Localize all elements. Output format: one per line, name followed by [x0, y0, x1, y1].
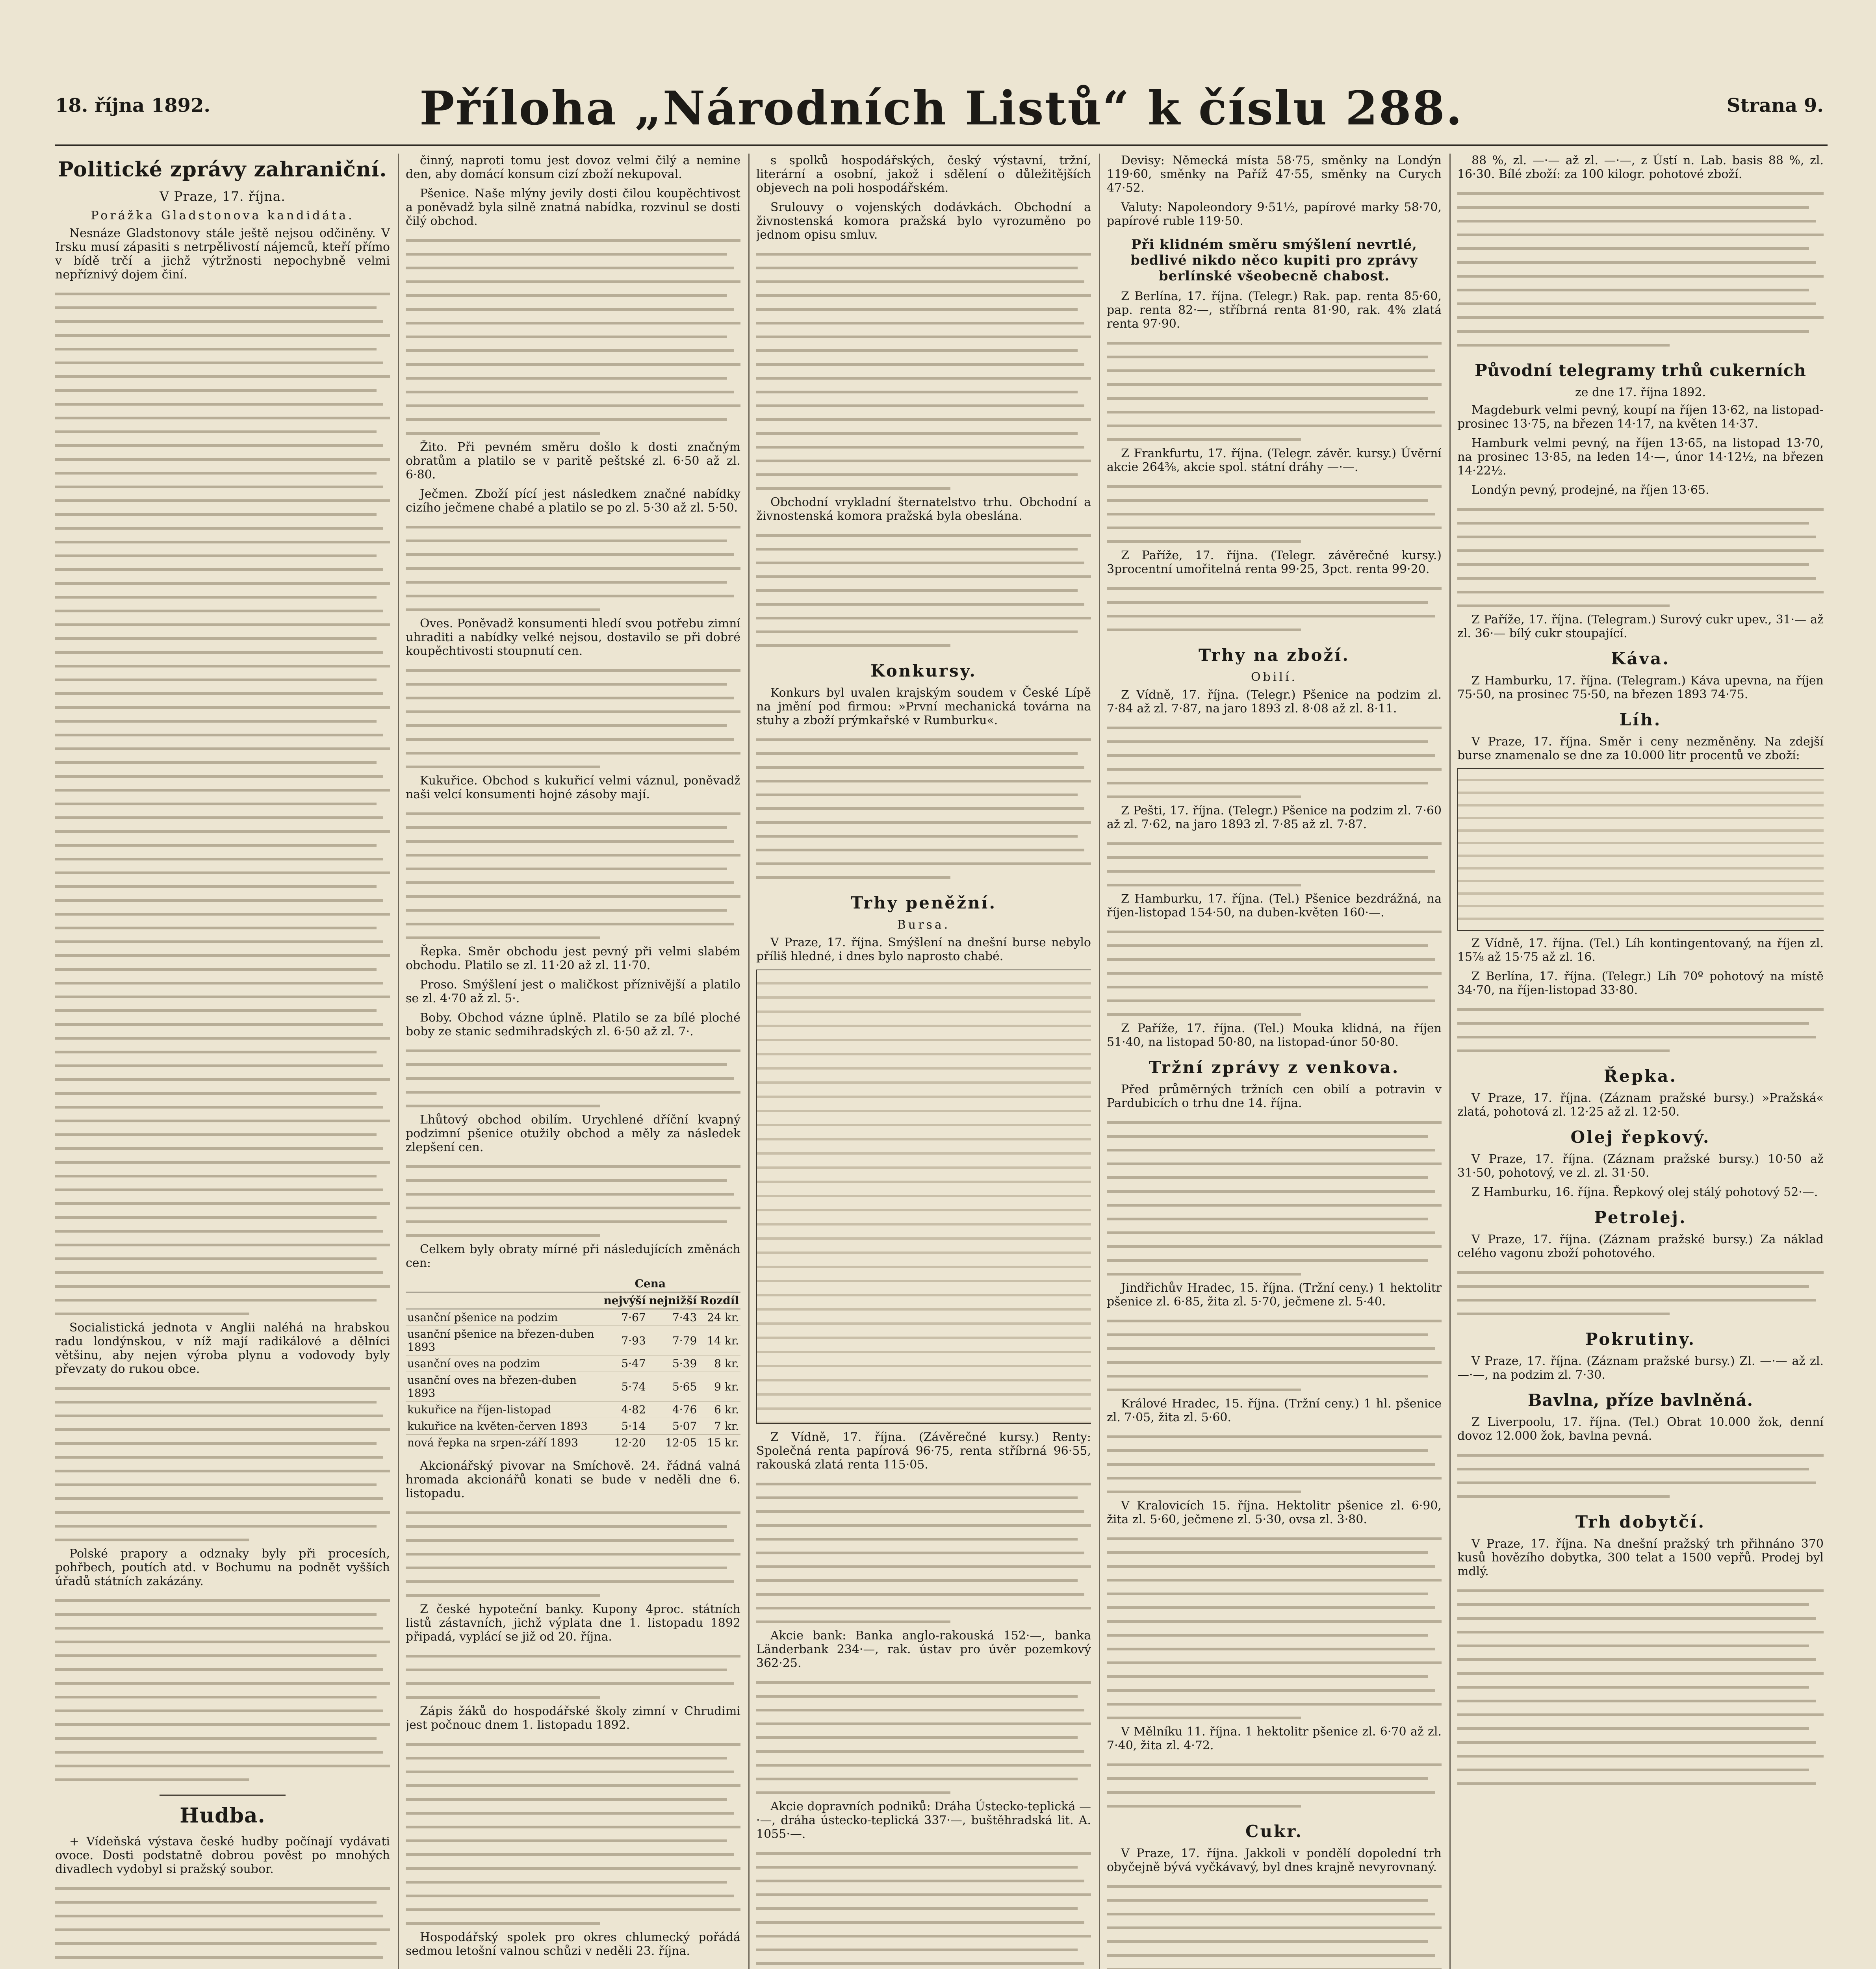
table-cell: 7·79	[648, 1326, 699, 1355]
table-cell: 5·65	[648, 1372, 699, 1402]
text-block	[1107, 1116, 1442, 1281]
text-block	[756, 1676, 1091, 1800]
section-heading: Trhy na zboží.	[1199, 645, 1350, 665]
text-block	[1107, 925, 1442, 1022]
masthead	[55, 81, 1828, 146]
article-paragraph: Žito. Při pevném směru došlo k dosti značným obratům a platilo se v paritě peštské zl. 6·50 až zl. 6·80.	[406, 440, 740, 482]
article-paragraph: Akcionářský pivovar na Smíchově. 24. řádná valná hromada akcionářů konati se bude v neděli dne 6. listopadu.	[406, 1459, 740, 1500]
column-2	[406, 154, 740, 1969]
section-heading: Olej řepkový.	[1570, 1127, 1711, 1147]
table-cell: 5·14	[602, 1418, 647, 1435]
table-header: Rozdíl	[698, 1292, 740, 1309]
subsection-heading: ze dne 17. října 1892.	[1575, 386, 1706, 399]
article-paragraph: Socialistická jednota v Anglii naléhá na hrabskou radu londýnskou, v níž mají radikálové a dělníci většinu, aby nejen výroba plynu a vodovody byly převzaty do rukou obce.	[55, 1321, 390, 1376]
text-block	[406, 1737, 740, 1930]
text-block	[1107, 1532, 1442, 1725]
column-3	[756, 154, 1091, 1969]
table-cell: 24 kr.	[698, 1309, 740, 1326]
table-group-header: Cena	[602, 1276, 698, 1292]
text-block	[406, 234, 740, 440]
section-heading: Trhy peněžní.	[850, 893, 997, 912]
column-5	[1457, 154, 1824, 1969]
section-heading: Pokrutiny.	[1585, 1329, 1696, 1349]
text-block	[406, 1649, 740, 1704]
table-header	[698, 1276, 740, 1292]
table-header: nejnižší	[648, 1292, 699, 1309]
text-block	[1457, 502, 1824, 613]
article-paragraph: V Praze, 17. října. Na dnešní pražský trh přihnáno 370 kusů hovězího dobytka, 300 telat a 1500 vepřů. Prodej byl mdlý.	[1457, 1537, 1824, 1578]
table-cell: 12·05	[648, 1435, 699, 1451]
text-block	[1107, 480, 1442, 549]
text-block	[55, 287, 390, 1321]
table-header	[406, 1292, 602, 1309]
stock-quotation-table	[756, 970, 1091, 1424]
subsection-heading: Obilí.	[1251, 670, 1298, 684]
article-paragraph: Řepka. Směr obchodu jest pevný při velmi slabém obchodu. Platilo se zl. 11·20 až zl. 11·70.	[406, 945, 740, 972]
article-paragraph: Před průměrných tržních cen obilí a potravin v Pardubicích o trhu dne 14. října.	[1107, 1083, 1442, 1110]
article-paragraph: Akcie dopravních podniků: Dráha Ústecko-teplická —·—, dráha ústecko-teplická 337·—, buštěhradská lit. A. 1055·—.	[756, 1800, 1091, 1841]
article-paragraph: Z Liverpoolu, 17. října. (Tel.) Obrat 10.000 žok, denní dovoz 12.000 žok, bavlna pevná.	[1457, 1415, 1824, 1443]
table-cell: 5·47	[602, 1355, 647, 1372]
issue-date: 18. října 1892.	[55, 95, 211, 117]
table-cell: usanční pšenice na březen-duben 1893	[406, 1326, 602, 1355]
table-row	[406, 1326, 740, 1355]
section-heading: Původní telegramy trhů cukerních	[1475, 361, 1806, 380]
text-block	[1457, 1003, 1824, 1058]
text-block	[756, 247, 1091, 495]
text-block	[756, 528, 1091, 653]
section-heading: Při klidném směru smýšlení nevrtlé, bedlivé nikdo něco kupiti pro zprávy berlínské všeobecně chabost.	[1130, 237, 1418, 284]
text-block	[1457, 1266, 1824, 1321]
table-row	[406, 1372, 740, 1402]
article-paragraph: 88 %, zl. —·— až zl. —·—, z Ústí n. Lab. basis 88 %, zl. 16·30. Bílé zboží: za 100 kilogr. pohotové zboží.	[1457, 154, 1824, 181]
article-paragraph: Zápis žáků do hospodářské školy zimní v Chrudimi jest počnouc dnem 1. listopadu 1892.	[406, 1704, 740, 1732]
text-block	[1107, 336, 1442, 447]
article-paragraph: Z Pešti, 17. října. (Telegr.) Pšenice na podzim zl. 7·60 až zl. 7·62, na jaro 1893 zl. 7·85 až zl. 7·87.	[1107, 804, 1442, 831]
table-cell: 4·76	[648, 1402, 699, 1418]
column-rule	[398, 154, 399, 1969]
subsection-heading: Bursa.	[897, 918, 950, 932]
spirit-price-table	[1457, 768, 1824, 931]
article-paragraph: Z Vídně, 17. října. (Tel.) Líh kontingentovaný, na říjen zl. 15⅞ až 15·75 až zl. 16.	[1457, 936, 1824, 964]
article-paragraph: činný, naproti tomu jest dovoz velmi čilý a nemine den, aby domácí konsum cizí zboží nekupoval.	[406, 154, 740, 181]
page-number: Strana 9.	[1726, 95, 1824, 117]
article-paragraph: Hospodářský spolek pro okres chlumecký pořádá sedmou letošní valnou schůzi v neděli 23. října.	[406, 1930, 740, 1958]
article-paragraph: Králové Hradec, 15. října. (Tržní ceny.) 1 hl. pšenice zl. 7·05, žita zl. 5·60.	[1107, 1397, 1442, 1424]
article-paragraph: Nesnáze Gladstonovy stále ještě nejsou odčiněny. V Irsku musí zápasiti s netrpělivostí nájemců, kteří přímo v bídě trčí a jichž výtržnosti nepochybně velmi nepříznivý dojem činí.	[55, 226, 390, 282]
column-rule	[1099, 154, 1100, 1969]
article-paragraph: Z Vídně, 17. října. (Závěrečné kursy.) Renty: Společná renta papírová 96·75, renta stříbrná 96·55, rakouská zlatá renta 115·05.	[756, 1430, 1091, 1472]
table-cell: nová řepka na srpen-září 1893	[406, 1435, 602, 1451]
text-block	[1457, 1448, 1824, 1504]
text-block	[1107, 1314, 1442, 1397]
dateline: V Praze, 17. října.	[160, 189, 286, 204]
text-block	[406, 1963, 740, 1969]
section-heading: Hudba.	[180, 1804, 265, 1828]
article-paragraph: Oves. Poněvadž konsumenti hledí svou potřebu zimní uhraditi a nabídky velké nejsou, dostavilo se při dobré koupěchtivosti stoupnutí cen.	[406, 617, 740, 658]
article-paragraph: Z Paříže, 17. října. (Telegr. závěrečné kursy.) 3procentní umořitelná renta 99·25, 3pct. renta 99·20.	[1107, 549, 1442, 576]
article-paragraph: Ječmen. Zboží pící jest následkem značné nabídky cizího ječmene chabé a platilo se po zl. 5·30 až zl. 5·50.	[406, 487, 740, 515]
column-4	[1107, 154, 1442, 1969]
table-row	[406, 1402, 740, 1418]
text-block	[1107, 582, 1442, 637]
article-paragraph: Hamburk velmi pevný, na říjen 13·65, na listopad 13·70, na prosinec 13·85, na leden 14·—, únor 14·12½, na březen 14·22½.	[1457, 436, 1824, 478]
article-paragraph: Lhůtový obchod obilím. Urychlené dříční kvapný podzimní pšenice otužily obchod a měly za následek zlepšení cen.	[406, 1113, 740, 1154]
article-paragraph: Srulouvy o vojenských dodávkách. Obchodní a živnostenská komora pražská bylo vyrozuměno po jednom opisu smluv.	[756, 200, 1091, 242]
price-table	[406, 1276, 740, 1451]
text-block	[1107, 721, 1442, 804]
text-block	[1107, 837, 1442, 892]
table-row	[406, 1435, 740, 1451]
article-paragraph: Londýn pevný, prodejné, na říjen 13·65.	[1471, 483, 1709, 497]
table-cell: 6 kr.	[698, 1402, 740, 1418]
article-paragraph: Boby. Obchod vázne úplně. Platilo se za bílé ploché boby ze stanic sedmihradských zl. 6·50 až zl. 7·.	[406, 1011, 740, 1038]
article-paragraph: Valuty: Napoleondory 9·51½, papírové marky 58·70, papírové ruble 119·50.	[1107, 200, 1442, 228]
text-block	[406, 1506, 740, 1602]
table-row	[406, 1309, 740, 1326]
divider	[160, 1795, 286, 1796]
table-cell: 8 kr.	[698, 1355, 740, 1372]
article-paragraph: Obchodní vrykladní šternatelstvo trhu. Obchodní a živnostenská komora pražská byla obeslána.	[756, 495, 1091, 523]
article-paragraph: Akcie bank: Banka anglo-rakouská 152·—, banka Länderbank 234·—, rak. ústav pro úvěr pozemkový 362·25.	[756, 1629, 1091, 1670]
text-block	[406, 1160, 740, 1242]
article-paragraph: Devisy: Německá místa 58·75, směnky na Londýn 119·60, směnky na Paříž 47·55, směnky na Curych 47·52.	[1107, 154, 1442, 195]
section-heading: Cukr.	[1245, 1822, 1303, 1841]
text-block	[406, 520, 740, 617]
text-block	[1107, 1880, 1442, 1969]
table-row	[406, 1355, 740, 1372]
section-heading: Bavlna, příze bavlněná.	[1527, 1391, 1754, 1410]
article-paragraph: Z Hamburku, 17. října. (Telegram.) Káva upevna, na říjen 75·50, na prosinec 75·50, na březen 1893 74·75.	[1457, 674, 1824, 701]
article-paragraph: Proso. Smýšlení jest o maličkost příznivější a platilo se zl. 4·70 až zl. 5·.	[406, 978, 740, 1005]
article-paragraph: V Praze, 17. října. Jakkoli v pondělí dopolední trh obyčejně bývá vyčkávavý, byl dnes krajně nevyrovnaný.	[1107, 1847, 1442, 1874]
article-paragraph: Z Berlína, 17. října. (Telegr.) Líh 70º pohotový na místě 34·70, na říjen-listopad 33·80.	[1457, 970, 1824, 997]
text-block	[756, 733, 1091, 884]
article-paragraph: Kukuřice. Obchod s kukuřicí velmi váznul, poněvadž naši velcí konsumenti hojné zásoby mají.	[406, 774, 740, 801]
article-paragraph: s spolků hospodářských, český výstavní, tržní, literární a osobní, jakož i sdělení o důležitějších objevech na poli hospodářském.	[756, 154, 1091, 195]
table-cell: kukuřice na květen-červen 1893	[406, 1418, 602, 1435]
text-block	[406, 807, 740, 945]
table-cell: 12·20	[602, 1435, 647, 1451]
article-paragraph: Z Frankfurtu, 17. října. (Telegr. závěr. kursy.) Úvěrní akcie 264⅜, akcie spol. státní dráhy —·—.	[1107, 447, 1442, 474]
table-cell: 4·82	[602, 1402, 647, 1418]
article-paragraph: Polské prapory a odznaky byly při procesích, pohřbech, poutích atd. v Bochumu na podnět vyšších úřadů státních zakázány.	[55, 1547, 390, 1588]
section-heading: Káva.	[1611, 649, 1670, 668]
article-paragraph: Z Berlína, 17. října. (Telegr.) Rak. pap. renta 85·60, pap. renta 82·—, stříbrná renta 81·90, rak. 4% zlatá renta 97·90.	[1107, 289, 1442, 331]
table-header	[406, 1276, 602, 1292]
section-heading: Petrolej.	[1594, 1208, 1687, 1227]
article-paragraph: Magdeburk velmi pevný, koupí na říjen 13·62, na listopad-prosinec 13·75, na březen 14·17, na květen 14·37.	[1457, 403, 1824, 431]
supplement-title: Příloha „Národních Listů“ k číslu 288.	[419, 81, 1464, 135]
article-paragraph: V Praze, 17. října. (Záznam pražské bursy.) Zl. —·— až zl. —·—, na podzim zl. 7·30.	[1457, 1354, 1824, 1382]
article-paragraph: V Mělníku 11. října. 1 hektolitr pšenice zl. 6·70 až zl. 7·40, žita zl. 4·72.	[1107, 1725, 1442, 1752]
table-cell: 9 kr.	[698, 1372, 740, 1402]
table-cell: 7·43	[648, 1309, 699, 1326]
column-rule	[1449, 154, 1451, 1969]
text-block	[1457, 187, 1824, 352]
column-rule	[748, 154, 750, 1969]
section-heading: Trh dobytčí.	[1575, 1512, 1706, 1531]
article-paragraph: V Praze, 17. října. (Záznam pražské bursy.) »Pražská« zlatá, pohotová zl. 12·25 až zl. 12·50.	[1457, 1091, 1824, 1119]
text-block	[406, 664, 740, 774]
article-paragraph: V Praze, 17. října. (Záznam pražské bursy.) 10·50 až 31·50, pohotový, ve zl. zl. 31·50.	[1457, 1152, 1824, 1180]
table-cell: 14 kr.	[698, 1326, 740, 1355]
table-cell: usanční oves na březen-duben 1893	[406, 1372, 602, 1402]
table-cell: kukuřice na říjen-listopad	[406, 1402, 602, 1418]
article-lead: Porážka Gladstonova kandidáta.	[91, 209, 354, 222]
article-paragraph: + Vídeňská výstava české hudby počínají vydávati ovoce. Dosti podstatně dobrou pověst po mnohých divadlech vydobyl si pražský soubor.	[55, 1835, 390, 1876]
table-cell: usanční pšenice na podzim	[406, 1309, 602, 1326]
table-cell: usanční oves na podzim	[406, 1355, 602, 1372]
text-block	[1107, 1430, 1442, 1499]
article-paragraph: Konkurs byl uvalen krajským soudem v České Lípě na jmění pod firmou: »První mechanická továrna na stuhy a zboží prýmkařské v Rumburku«.	[756, 686, 1091, 727]
article-paragraph: V Praze, 17. října. Směr i ceny nezměněny. Na zdejší burse znamenalo se dne za 10.000 litr procentů ve zboží:	[1457, 735, 1824, 762]
text-block	[756, 1477, 1091, 1629]
article-paragraph: Jindřichův Hradec, 15. října. (Tržní ceny.) 1 hektolitr pšenice zl. 6·85, žita zl. 5·70, ječmene zl. 5·40.	[1107, 1281, 1442, 1309]
text-block	[406, 1044, 740, 1113]
article-paragraph: Z Paříže, 17. října. (Tel.) Mouka klidná, na říjen 51·40, na listopad 50·80, na listopad-únor 50·80.	[1107, 1022, 1442, 1049]
section-heading: Řepka.	[1604, 1066, 1677, 1086]
column-1	[55, 154, 390, 1969]
table-cell: 7·93	[602, 1326, 647, 1355]
article-paragraph: Z Hamburku, 17. října. (Tel.) Pšenice bezdrážná, na říjen-listopad 154·50, na duben-květen 160·—.	[1107, 892, 1442, 920]
text-block	[1457, 1584, 1824, 1791]
table-cell: 7 kr.	[698, 1418, 740, 1435]
section-heading: Tržní zprávy z venkova.	[1149, 1058, 1400, 1077]
table-header: nejvýší	[602, 1292, 647, 1309]
article-paragraph: Pšenice. Naše mlýny jevily dosti čilou koupěchtivost a poněvadž byla silně znatná nabídka, rozvinul se dosti čilý obchod.	[406, 187, 740, 228]
table-row	[406, 1418, 740, 1435]
section-heading: Konkursy.	[870, 661, 977, 680]
article-paragraph: Z Hamburku, 16. října. Řepkový olej stálý pohotový 52·—.	[1471, 1185, 1818, 1199]
article-paragraph: Z Vídně, 17. října. (Telegr.) Pšenice na podzim zl. 7·84 až zl. 7·87, na jaro 1893 zl. 8·08 až zl. 8·11.	[1107, 688, 1442, 716]
text-block	[55, 1882, 390, 1969]
text-block	[756, 1847, 1091, 1969]
table-cell: 5·07	[648, 1418, 699, 1435]
table-cell: 5·39	[648, 1355, 699, 1372]
article-paragraph: Celkem byly obraty mírné při následujících změnách cen:	[406, 1242, 740, 1270]
text-block	[1107, 1758, 1442, 1813]
section-heading: Líh.	[1619, 710, 1662, 729]
table-cell: 5·74	[602, 1372, 647, 1402]
text-block	[55, 1381, 390, 1547]
article-paragraph: Z české hypoteční banky. Kupony 4proc. státních listů zástavních, jichž výplata dne 1. listopadu 1892 připadá, vyplácí se již od 20. října.	[406, 1602, 740, 1644]
table-cell: 15 kr.	[698, 1435, 740, 1451]
text-block	[55, 1594, 390, 1787]
article-paragraph: V Kralovicích 15. října. Hektolitr pšenice zl. 6·90, žita zl. 5·60, ječmene zl. 5·30, ovsa zl. 3·80.	[1107, 1499, 1442, 1526]
section-heading: Politické zprávy zahraniční.	[58, 158, 387, 182]
article-paragraph: V Praze, 17. října. (Záznam pražské bursy.) Za náklad celého vagonu zboží pohotového.	[1457, 1233, 1824, 1260]
article-paragraph: V Praze, 17. října. Smýšlení na dnešní burse nebylo příliš hledné, i dnes bylo naprosto chabé.	[756, 936, 1091, 963]
table-cell: 7·67	[602, 1309, 647, 1326]
article-paragraph: Z Paříže, 17. října. (Telegram.) Surový cukr upev., 31·— až zl. 36·— bílý cukr stoupající.	[1457, 613, 1824, 640]
